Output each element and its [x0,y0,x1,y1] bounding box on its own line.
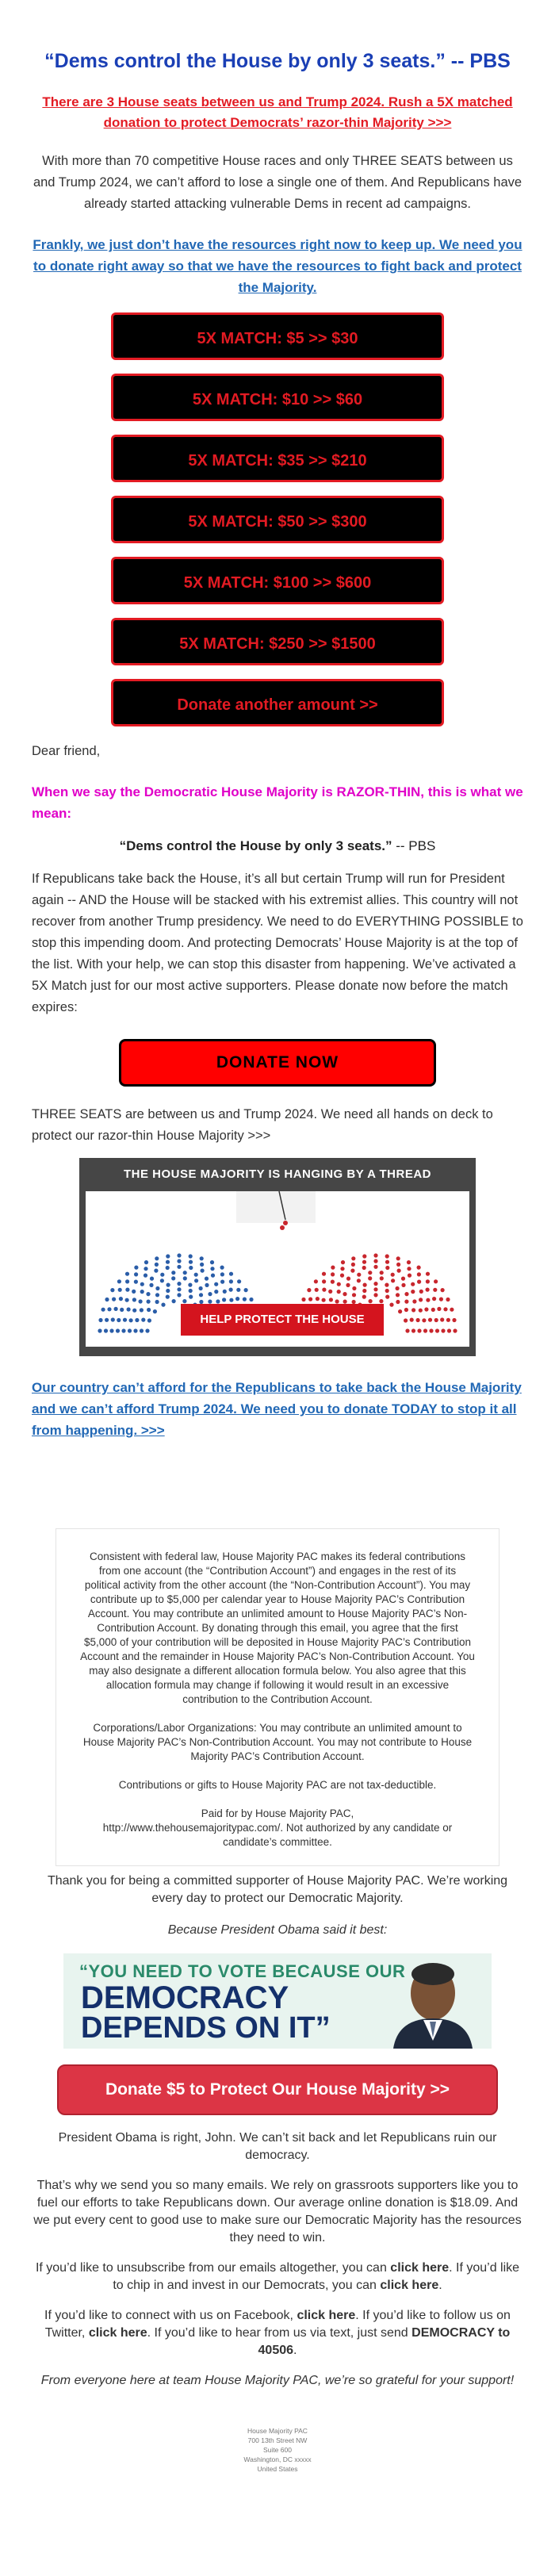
seat-dot [396,1256,400,1260]
seat-dot [114,1307,118,1311]
text-code: DEMOCRACY to 40506 [258,2326,511,2357]
seat-dot [144,1267,147,1271]
seat-dot [147,1318,151,1322]
seat-dot [314,1279,318,1283]
seat-dot [412,1299,416,1303]
obama-portrait-icon [382,1958,477,2049]
seat-dot [411,1282,415,1286]
seat-dot [434,1279,438,1283]
disclaimer-corporations: Corporations/Labor Organizations: You may contribute an unlimited amount to House Majority PAC’s Non-Contribution Account. You may not contribute to House Majority PAC’s Contribution Account. [82,1722,473,1762]
seat-dot [188,1283,192,1287]
seat-dot [316,1297,320,1301]
seat-dot [120,1308,124,1312]
seat-dot [125,1298,129,1302]
paid-for-by [80,1807,475,1850]
seat-dot [147,1308,151,1312]
seat-dot [166,1266,170,1270]
seat-dot [189,1260,193,1264]
facebook-link[interactable]: click here [297,2309,356,2322]
seat-dot [220,1272,224,1276]
text-signup-text: . If you’d like to hear from us via text, just send [147,2326,408,2340]
seat-dot [368,1271,372,1275]
seat-dot [396,1263,400,1267]
seat-dot [229,1288,233,1292]
pbs-quote [32,838,523,854]
seat-dot [189,1254,193,1258]
seat-dot [357,1278,361,1282]
seat-dot [214,1282,218,1286]
unsubscribe-link[interactable]: click here [390,2261,450,2275]
seat-dot [134,1272,138,1276]
seat-dot [434,1318,438,1322]
seat-dot [331,1272,335,1276]
twitter-link[interactable]: click here [88,2326,147,2340]
seat-dot [426,1272,430,1276]
graphic-title: THE HOUSE MAJORITY IS HANGING BY A THREAD [123,1167,432,1181]
seat-dot [107,1307,111,1311]
greeting: Dear friend, [32,744,101,758]
seat-dot [141,1318,145,1322]
seat-dot [373,1293,377,1297]
seat-dot [129,1318,133,1322]
seat-dot [340,1274,344,1278]
seat-dot [194,1278,198,1282]
seat-dot [125,1288,129,1292]
thanks-paragraph: Thank you for being a committed supporter of House Majority PAC. We’re working every day to protect our Democratic Majority. [47,1874,508,1905]
resources-donate-link[interactable]: Frankly, we just don’t have the resources right now to keep up. We need you to donate right away so that we have the resources to fight back and protect the Majority. [33,237,522,295]
seat-dot [117,1279,121,1283]
seat-dot [222,1298,226,1301]
seat-dot [307,1288,311,1292]
seat-dot [404,1318,408,1322]
seat-dot [351,1256,355,1260]
seat-dot [404,1292,408,1296]
authorization-line: http://www.thehousemajoritypac.com/. Not authorized by any candidate or candidate’s committee. [102,1822,453,1848]
seat-dot [439,1298,443,1301]
seat-dot [117,1318,121,1322]
seat-dot [127,1307,131,1311]
seat-dot [249,1298,253,1301]
seat-dot [322,1279,326,1283]
seat-dot [125,1272,129,1276]
intro-paragraph: With more than 70 competitive House races and only THREE SEATS between us and Trump 2024, we can’t afford to lose a single one of them. And Republicans have already started attacking vulnerable Dems in recent ad campaigns. [33,154,522,211]
seat-dot [183,1276,187,1280]
seat-dot [322,1298,326,1302]
seat-dot [132,1290,136,1294]
seat-dot [166,1254,170,1258]
seat-dot [433,1288,437,1292]
seat-dot [125,1279,129,1283]
seat-dot [134,1266,138,1270]
seat-dot [373,1265,377,1269]
help-protect-house-button[interactable]: HELP PROTECT THE HOUSE [181,1304,384,1336]
seat-dot [331,1280,335,1284]
image-quote-line-3: DEPENDS ON IT” [81,2011,331,2045]
seat-dot [385,1260,389,1264]
seat-dot [322,1288,326,1292]
seat-dot [432,1297,436,1301]
seat-dot [373,1259,377,1263]
seat-dot [401,1283,405,1287]
seat-dot [337,1290,341,1294]
seat-dot [189,1266,193,1270]
seat-dot [346,1283,350,1287]
seat-dot [426,1298,430,1302]
urgent-donate-link[interactable]: There are 3 House seats between us and Trump 2024. Rush a 5X matched donation to protect Democrats’ razor-thin Majority >>> [42,94,513,130]
address-line: 700 13th Street NW [247,2436,308,2444]
seat-dot [428,1318,432,1322]
seat-dot [150,1277,154,1281]
seat-dot [154,1269,158,1273]
seat-dot [322,1272,326,1276]
seat-dot [155,1300,159,1304]
seat-dot [368,1276,372,1280]
seat-dot [408,1274,411,1278]
seat-dot [405,1328,409,1332]
seat-dot [229,1298,233,1302]
seat-dot [391,1273,395,1277]
seat-dot [441,1288,445,1292]
seat-dot [446,1298,450,1301]
seat-dot [121,1328,125,1332]
stop-trump-donate-link[interactable]: Our country can’t afford for the Republicans to take back the House Majority and we can’t afford Trump 2024. We need you to donate TODAY to stop it all from happening. >>> [32,1380,522,1438]
seat-dot [398,1309,402,1313]
seat-dot [422,1318,426,1322]
unsubscribe-text: If you’d like to unsubscribe from our emails altogether, you can [35,2261,387,2275]
seat-dot [155,1263,159,1267]
seat-dot [328,1290,332,1294]
seat-dot [397,1269,401,1273]
email-body [32,0,523,2474]
seat-dot [171,1276,175,1280]
seat-dot [419,1298,423,1301]
seat-dot [396,1286,400,1290]
seat-dot [110,1288,114,1292]
connect-paragraph: If you’d like to connect with us on Facebook, click here. If you’d like to follow us on Twitter, click here. If you’d like to hear from us via text, just send DEMOCRACY to 40506. [44,2309,511,2357]
seat-dot [104,1328,108,1332]
seat-dot [132,1309,136,1313]
seat-dot [109,1328,113,1332]
seat-dot [177,1282,181,1286]
seat-dot [341,1260,345,1264]
seat-dot [379,1299,383,1303]
match-button-list [32,312,523,726]
seat-dot [385,1289,389,1293]
seat-dot [407,1260,411,1264]
seat-dot [229,1279,233,1283]
obama-quote-image[interactable] [63,1953,492,2049]
seat-dot [189,1289,193,1293]
seat-dot [153,1309,157,1313]
seat-dot [417,1266,421,1270]
seat-dot [380,1276,384,1280]
seat-dot [416,1318,420,1322]
match-35-button[interactable]: 5X MATCH: $35 >> $210 [111,435,444,482]
headline: “Dems control the House by only 3 seats.” -- PBS [44,50,511,72]
seat-dot [140,1308,144,1312]
seat-dot [452,1318,456,1322]
seat-dot [140,1328,144,1332]
seat-dot [166,1295,170,1299]
seat-dot [160,1278,164,1282]
body-paragraph-2: THREE SEATS are between us and Trump 2024. We need all hands on deck to protect our razor-thin House Majority >>> [32,1107,493,1143]
seat-dot [140,1290,144,1294]
seat-dot [177,1265,181,1269]
seat-dot [145,1328,149,1332]
twitter-text: . If you’d like to follow us on Twitter, [44,2309,511,2340]
image-quote-line-2: DEMOCRACY [81,1980,289,2015]
seat-dot [155,1286,159,1290]
seat-dot [166,1260,170,1264]
seat-dot [410,1318,414,1322]
seat-dot [155,1293,159,1297]
seat-dot [429,1328,433,1332]
seat-dot [243,1298,247,1301]
seat-dot [116,1328,120,1332]
graphic-canvas [86,1191,469,1347]
seat-dot [357,1273,361,1277]
seat-dot [208,1300,212,1304]
seat-dot [199,1286,203,1290]
seat-dot [237,1279,241,1283]
seat-dot [362,1289,366,1293]
seat-dot [201,1269,205,1273]
seat-dot [404,1300,408,1304]
seat-dot [385,1283,388,1287]
seat-dot [147,1300,151,1304]
seat-dot [105,1318,109,1322]
seat-dot [417,1280,421,1284]
quote-source: -- PBS [396,838,436,853]
seat-dot [389,1303,393,1307]
seat-dot [447,1328,451,1332]
seat-dot [351,1263,355,1267]
seat-dot [220,1266,224,1270]
seat-dot [211,1274,215,1278]
invest-text: . If you’d like to chip in and invest in our Democrats, you can [113,2261,520,2292]
seat-dot [350,1269,354,1273]
obama-intro: Because President Obama said it best: [167,1923,388,1937]
match-100-button[interactable]: 5X MATCH: $100 >> $600 [111,557,444,604]
seat-dot [149,1283,153,1287]
disclaimer-tax: Contributions or gifts to House Majority PAC are not tax-deductible. [118,1779,437,1791]
seat-dot [407,1267,411,1271]
seat-dot [362,1295,366,1299]
seat-dot [123,1318,127,1322]
seat-dot [340,1267,344,1271]
seat-dot [220,1280,224,1284]
seat-dot [337,1282,341,1286]
seat-dot [210,1260,214,1264]
seat-dot [419,1309,423,1313]
seat-dot [431,1308,435,1312]
seat-dot [216,1299,220,1303]
seat-dot [205,1283,209,1287]
seat-dot [183,1271,187,1275]
seat-dot [140,1282,144,1286]
seat-dot [369,1299,373,1303]
seat-dot [373,1282,377,1286]
seat-dot [423,1328,427,1332]
seat-dot [101,1308,105,1312]
razor-thin-heading: When we say the Democratic House Majority is RAZOR-THIN, this is what we mean: [32,784,523,821]
seat-dot [171,1271,175,1275]
seat-dot [417,1272,421,1276]
seat-dot [182,1299,186,1303]
seat-dot [98,1328,101,1332]
seat-dot [396,1300,400,1304]
facebook-text: If you’d like to connect with us on Facebook, [44,2309,293,2322]
seat-dot [133,1328,137,1332]
seat-dot [446,1318,450,1322]
seat-dot [373,1253,377,1257]
seat-dot [441,1328,445,1332]
seat-dot [118,1288,122,1292]
seat-dot [331,1266,335,1270]
match-10-button[interactable]: 5X MATCH: $10 >> $60 [111,374,444,421]
seat-dot [135,1318,139,1322]
seat-dot [105,1298,109,1301]
from-team: From everyone here at team House Majority PAC, we’re so grateful for your support! [40,2374,515,2387]
donate-other-amount-button[interactable]: Donate another amount >> [111,679,444,726]
seat-dot [146,1292,150,1296]
address-line: United States [257,2465,298,2473]
seat-dot [111,1317,115,1321]
seat-dot [411,1328,415,1332]
match-5-button[interactable]: 5X MATCH: $5 >> $30 [111,312,444,360]
house-majority-graphic[interactable] [79,1158,476,1356]
seat-dot [373,1287,377,1291]
seat-dot [166,1289,170,1293]
seat-dot [443,1307,447,1311]
seat-dot [98,1318,102,1322]
seat-dot [177,1293,181,1297]
seat-dot [435,1328,439,1332]
seat-dot [380,1271,384,1275]
mailing-address [32,2426,523,2474]
seat-dot [236,1288,240,1292]
emails-paragraph: That’s why we send you so many emails. We rely on grassroots supporters like you to fuel our efforts to take Republicans down. Our average online donation is $18.09. And we put every cent to good use to make sure our Democratic Majority has the resources they need to win. [33,2179,522,2244]
seat-dot [385,1266,389,1270]
seat-dot [404,1308,408,1312]
seat-dot [391,1278,395,1282]
seat-dot [210,1267,214,1271]
seat-dot [346,1277,350,1281]
seat-dot [343,1300,347,1304]
seat-dot [119,1297,123,1301]
seat-dot [223,1290,227,1294]
seat-dot [199,1293,203,1297]
seat-dot [160,1273,164,1277]
disclaimer-contribution: Consistent with federal law, House Majority PAC makes its federal contributions from one account (the “Contribution Account”) and engages in the rest of its political activity from the other account (the “Non-Contribution Account”). You may contribute up to $5,000 per calendar year to House Majority PAC’s Contribution Account. You may contribute an unlimited amount to House Majority PAC’s Non-Contribution Account. By donating through this email, you agree that the first $5,000 of your contribution will be deposited in House Majority PAC’s Contribution Account and the remainder in House Majority PAC’s Non-Contribution Account. You may also designate a different allocation formula below. You also agree that this allocation formula may change if following it would result in an excessive contribution to the Contribution Account. [80,1551,475,1705]
seat-dot [155,1256,159,1260]
match-50-button[interactable]: 5X MATCH: $50 >> $300 [111,496,444,543]
seat-dot [194,1273,198,1277]
address-line: Suite 600 [263,2446,292,2454]
seat-dot [214,1290,218,1294]
seat-dot [385,1254,389,1258]
seat-dot [362,1266,366,1270]
seat-dot [335,1299,339,1303]
seat-dot [385,1295,389,1299]
seat-dot [426,1279,430,1283]
seat-dot [363,1283,367,1287]
seat-dot [411,1290,415,1294]
seat-dot [208,1292,212,1296]
seat-dot [229,1272,233,1276]
invest-link[interactable]: click here [380,2279,439,2292]
seat-dot [453,1328,457,1332]
seat-dot [139,1299,143,1303]
seat-dot [235,1297,239,1301]
seat-dot [205,1277,209,1281]
seat-dot [166,1283,170,1287]
seat-dot [177,1287,181,1291]
seat-dot [440,1317,444,1321]
seat-dot [396,1293,400,1297]
seat-dot [144,1274,147,1278]
match-250-button[interactable]: 5X MATCH: $250 >> $1500 [111,618,444,665]
seat-dot [177,1253,181,1257]
seat-dot [411,1308,415,1312]
seat-dot [301,1298,305,1301]
unsubscribe-paragraph: If you’d like to unsubscribe from our emails altogether, you can click here. If you’d like to chip in and invest in our Democrats, you can click here. [35,2261,520,2292]
seat-dot [437,1307,441,1311]
seat-dot [144,1260,148,1264]
body-paragraph-1: If Republicans take back the House, it’s all but certain Trump will run for President again -- AND the House will be stacked with his extremist allies. This country will not recover from another Trump presidency. We need to do EVERYTHING POSSIBLE to stop this impending doom. And protecting Democrats’ House Majority is at the top of the list. With your help, we can stop this disaster from happening. We’ve activated a 5X Match just for our most active supporters. Please donate now before the match expires: [32,872,523,1014]
seat-dot [329,1298,333,1301]
seat-dot [244,1288,248,1292]
seat-dot [172,1299,176,1303]
seat-dot [450,1308,454,1312]
seat-dot [362,1254,366,1258]
seat-dot [200,1256,204,1260]
seat-dot [315,1288,319,1292]
seat-dot [401,1277,405,1281]
seat-dot [161,1303,165,1307]
seat-dot [343,1292,346,1296]
seat-dot [352,1286,356,1290]
address-line: House Majority PAC [247,2427,308,2435]
donate-5-button[interactable]: Donate $5 to Protect Our House Majority >> [57,2064,498,2115]
seat-dot [417,1328,421,1332]
address-line: Washington, DC xxxxx [243,2455,312,2463]
seat-dot [424,1307,428,1311]
obama-right-paragraph: President Obama is right, John. We can’t sit back and let Republicans ruin our democracy. [58,2131,497,2162]
seat-dot [177,1259,181,1263]
seat-dot [134,1280,138,1284]
seat-dot [128,1328,132,1332]
seat-dot [200,1263,204,1267]
image-quote-line-1: “YOU NEED TO VOTE BECAUSE OUR [79,1961,406,1981]
donate-now-button[interactable]: DONATE NOW [119,1039,436,1087]
seat-dot [308,1298,312,1301]
paid-for-line: Paid for by House Majority PAC, [201,1807,354,1819]
legal-disclaimer-box [56,1528,500,1866]
seat-dot [426,1288,430,1292]
quote-text: “Dems control the House by only 3 seats.” [119,838,392,853]
seat-dot [352,1293,356,1297]
seat-dot [112,1298,116,1301]
seat-dot [419,1290,423,1294]
seat-dot [189,1295,193,1299]
seat-dot [132,1298,136,1301]
seat-dot [362,1260,366,1264]
